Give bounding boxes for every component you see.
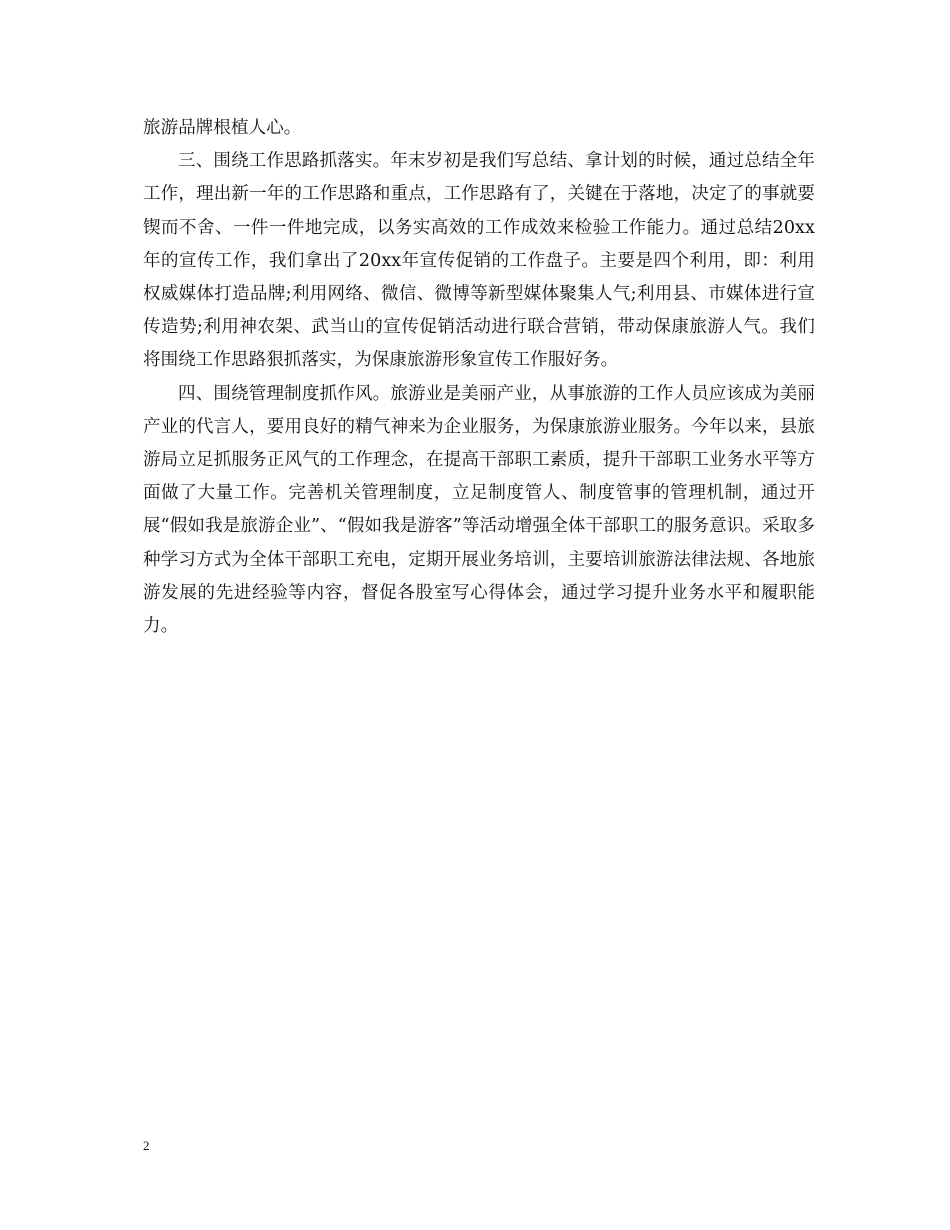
paragraph-section-four: 四、围绕管理制度抓作风。旅游业是美丽产业，从事旅游的工作人员应该成为美丽产业的代言人，要用良好的精气神来为企业服务，为保康旅游业服务。今年以来，县旅游局立足抓服务正风气的工作理念，在提高干部职工素质，提升干部职工业务水平等方面做了大量工作。完善机关管理制度，立足制度管人、制度管事的管理机制，通过开展“假如我是旅游企业”、“假如我是游客”等活动增强全体干部职工的服务意识。采取多种学习方式为全体干部职工充电，定期开展业务培训，主要培训旅游法律法规、各地旅游发展的先进经验等内容，督促各股室写心得体会，通过学习提升业务水平和履职能力。 (143, 383, 815, 637)
paragraph-continuation: 旅游品牌根植人心。 (143, 118, 302, 138)
page-number: 2 (143, 1138, 150, 1153)
paragraph-section-three: 三、围绕工作思路抓落实。年末岁初是我们写总结、拿计划的时候，通过总结全年工作，理出新一年的工作思路和重点，工作思路有了，关键在于落地，决定了的事就要锲而不舍、一件一件地完成，以务实高效的工作成效来检验工作能力。通过总结20xx年的宣传工作，我们拿出了20xx年宣传促销的工作盘子。主要是四个利用，即：利用权威媒体打造品牌;利用网络、微信、微博等新型媒体聚集人气;利用县、市媒体进行宣传造势;利用神农架、武当山的宣传促销活动进行联合营销，带动保康旅游人气。我们将围绕工作思路狠抓落实，为保康旅游形象宣传工作服好务。 (143, 151, 815, 371)
document-body (143, 112, 815, 643)
